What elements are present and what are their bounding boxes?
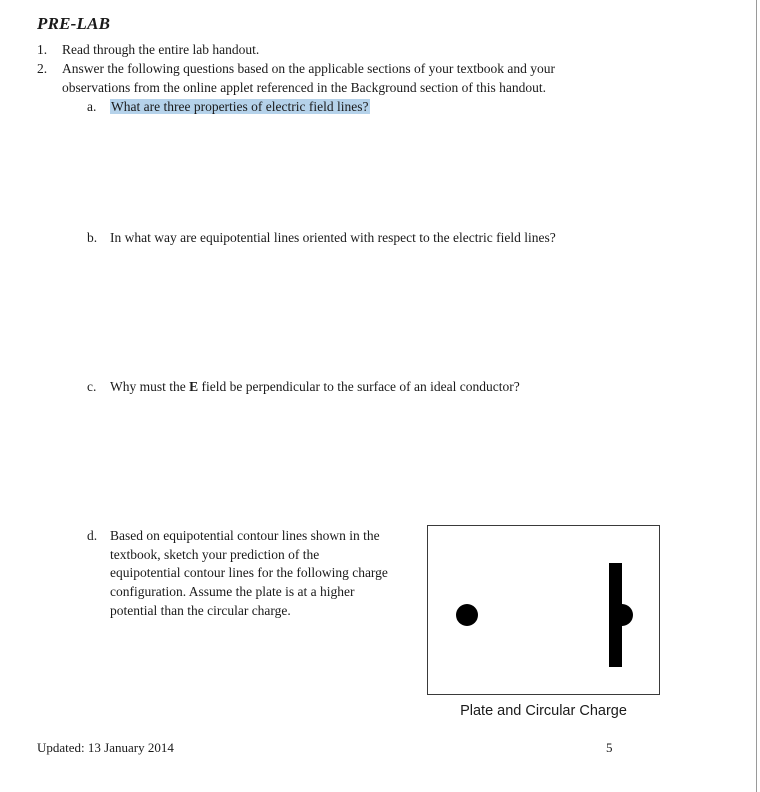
footer-updated-date: Updated: 13 January 2014 bbox=[37, 740, 174, 755]
list-item-text-line-1: Answer the following questions based on the applicable sections of your textbook and your bbox=[62, 61, 556, 76]
page-number: 5 bbox=[606, 740, 613, 755]
question-letter: d. bbox=[87, 528, 98, 543]
question-b-text: In what way are equipotential lines oriented with respect to the electric field lines? bbox=[110, 230, 556, 245]
question-c-text bbox=[110, 377, 520, 396]
question-letter: a. bbox=[87, 99, 97, 114]
question-d-line-2: textbook, sketch your prediction of the bbox=[110, 547, 320, 562]
page-edge-divider bbox=[756, 0, 757, 792]
question-d-line-5: potential than the circular charge. bbox=[110, 603, 291, 618]
list-item-text-line-2: observations from the online applet referenced in the Background section of this handout. bbox=[62, 80, 546, 95]
question-letter: c. bbox=[87, 379, 97, 394]
charged-plate-bump bbox=[611, 604, 633, 626]
question-letter: b. bbox=[87, 230, 98, 245]
selected-text-highlight[interactable]: What are three properties of electric field lines? bbox=[111, 99, 369, 114]
list-number: 1. bbox=[37, 42, 48, 57]
question-c-text-pre: Why must the bbox=[110, 379, 190, 394]
question-c-text-post: field be perpendicular to the surface of an ideal conductor? bbox=[198, 379, 520, 394]
question-c-bold-symbol: E bbox=[189, 379, 199, 394]
question-a-text[interactable] bbox=[110, 97, 370, 116]
list-item-text: Read through the entire lab handout. bbox=[62, 42, 260, 57]
question-d-line-3: equipotential contour lines for the following charge bbox=[110, 565, 388, 580]
question-d-line-1: Based on equipotential contour lines shown in the bbox=[110, 528, 380, 543]
figure-caption: Plate and Circular Charge bbox=[460, 703, 627, 719]
page-heading: PRE-LAB bbox=[37, 14, 111, 33]
question-d-line-4: configuration. Assume the plate is at a higher bbox=[110, 584, 355, 599]
circular-charge bbox=[456, 604, 478, 626]
list-number: 2. bbox=[37, 61, 48, 76]
